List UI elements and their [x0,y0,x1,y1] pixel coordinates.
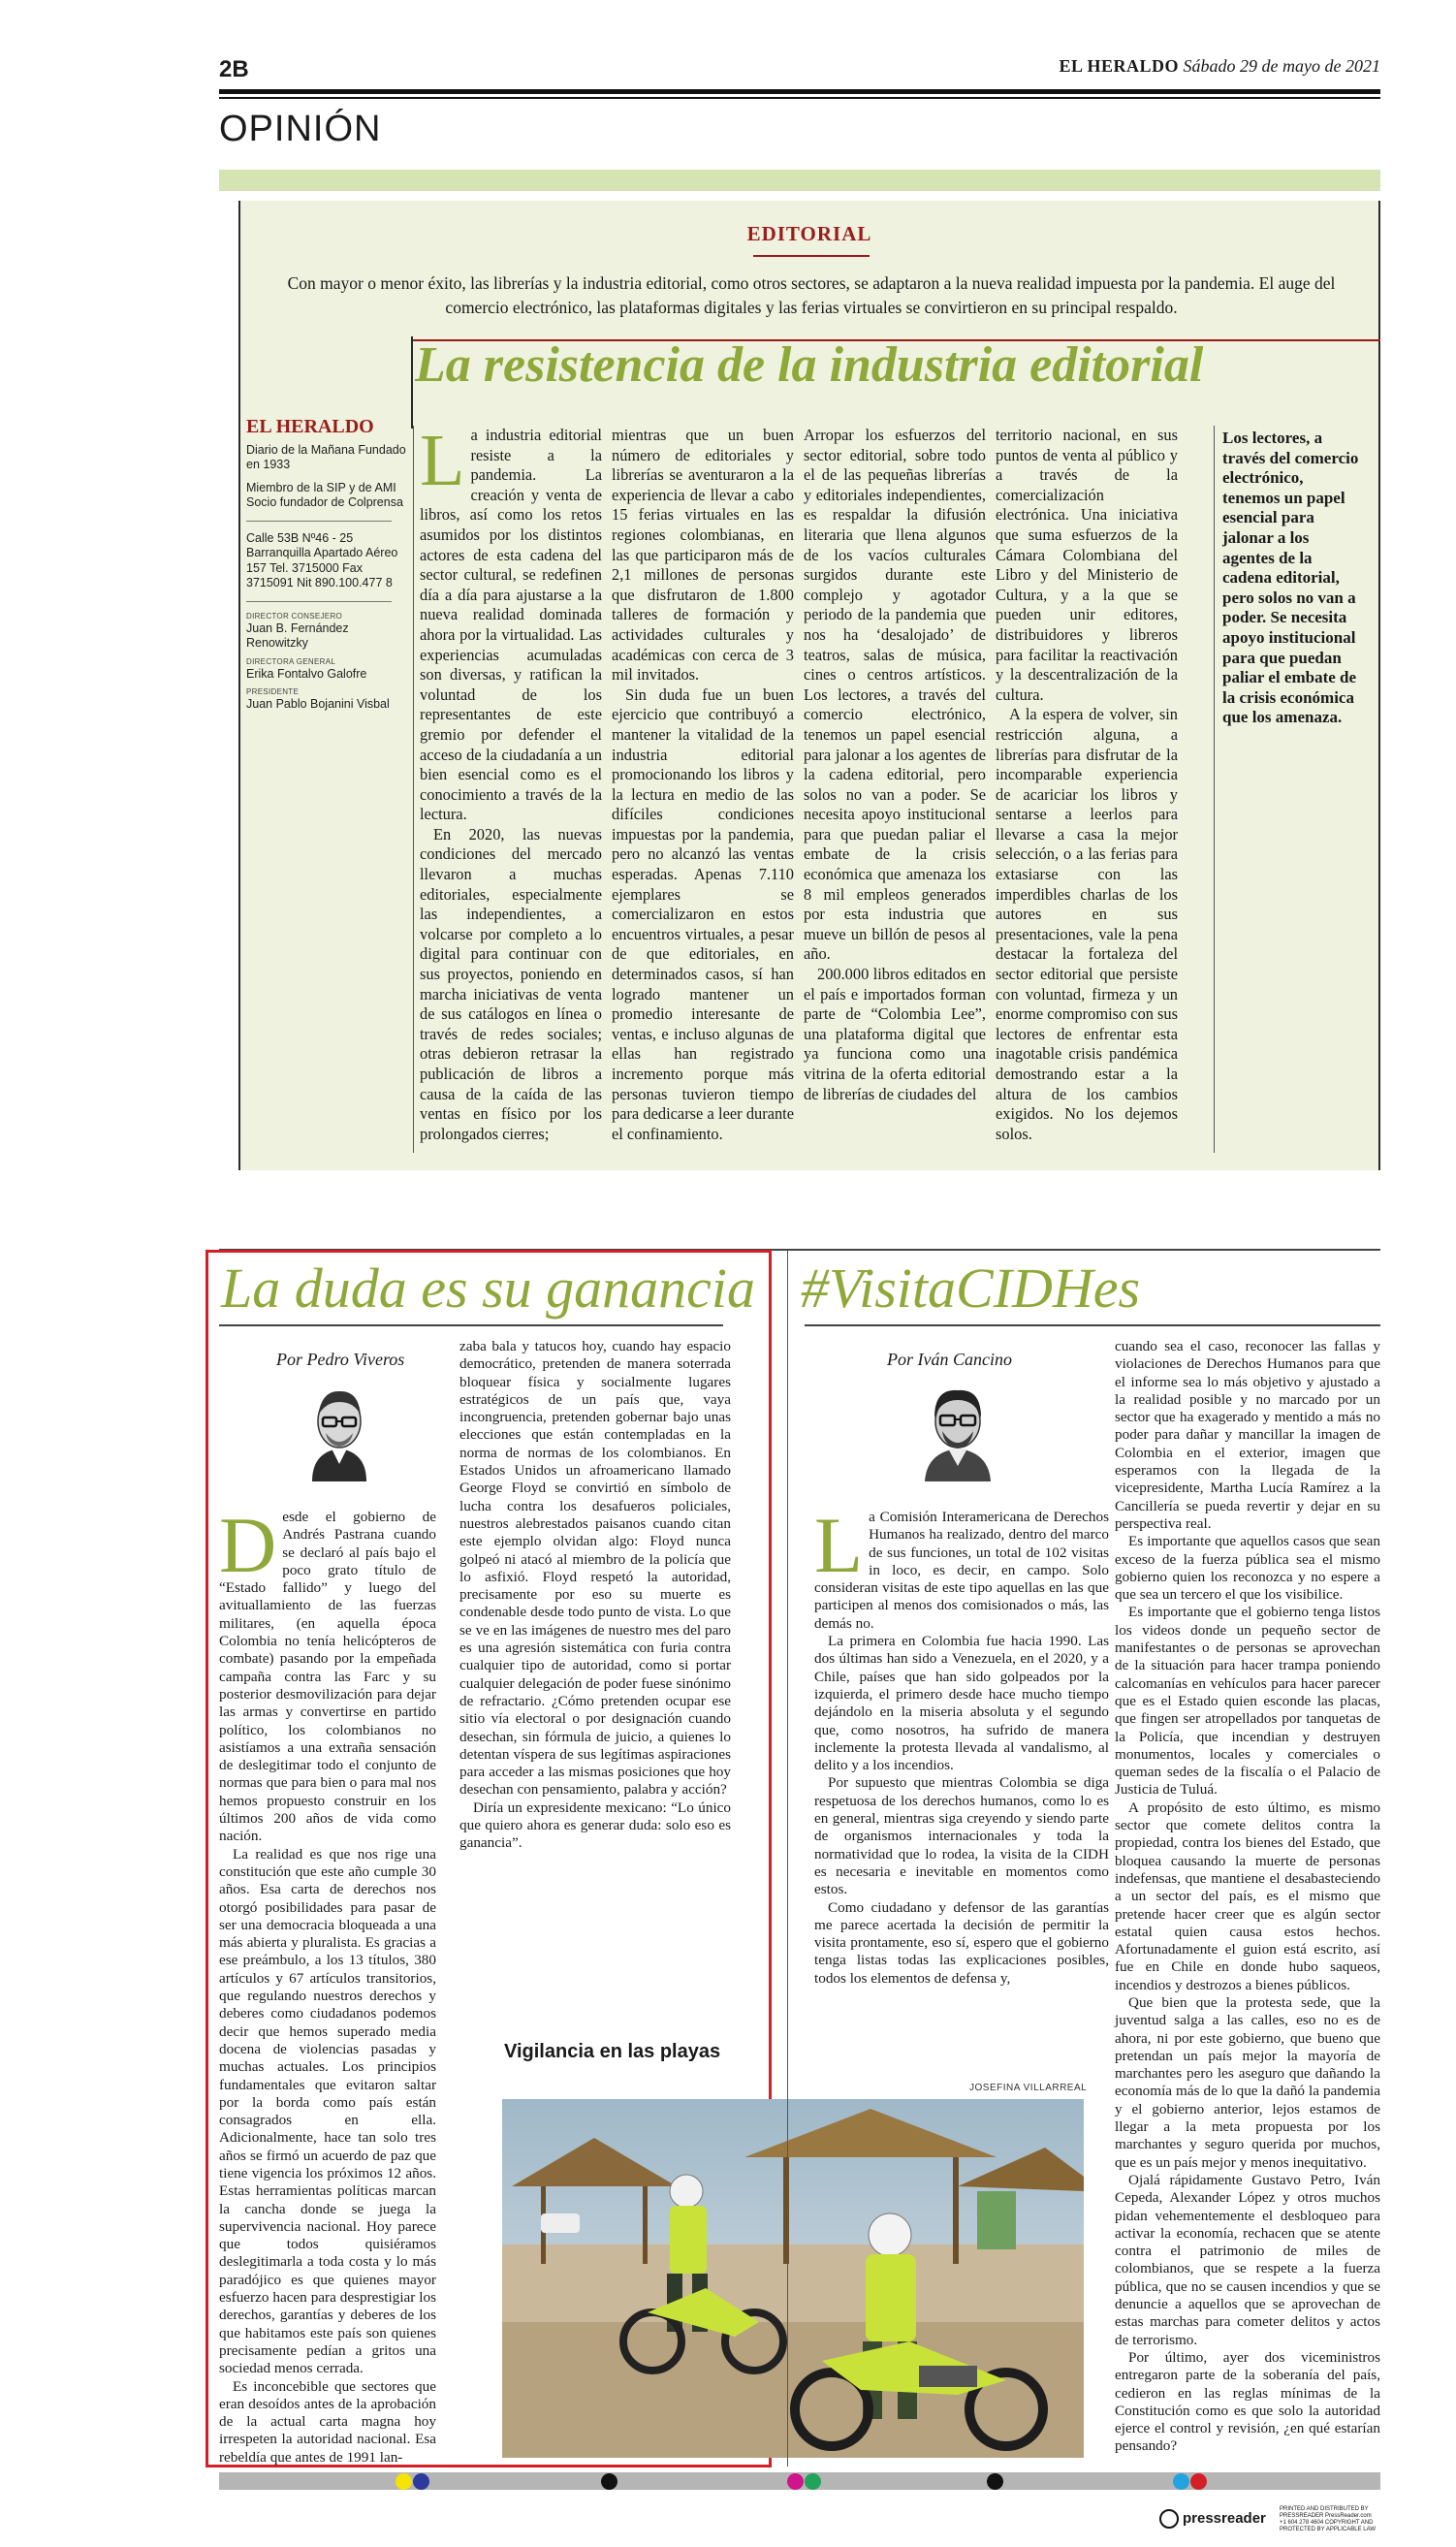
opinion-2-column-2 [1115,1338,1380,2456]
opinion-paragraph: Por supuesto que mientras Colombia se diga respetuosa de los derechos humanos, como lo es en general, mientras siga creyendo y siendo parte de organismos internacionales y toda la normatividad que lo rodea, la visita de la CIDH es necesaria e inevitable en momentos como estos. [814,1774,1109,1898]
opinion-paragraph: La Comisión Interamericana de Derechos Humanos ha realizado, dentro del marco de sus funciones, un total de 102 visitas in loco, es decir, en campo. Solo consideran visitas de este tipo aquellas en las que participen al menos dos comisionados o más, las demás no. [814,1501,1109,1632]
page-number: 2B [219,56,249,82]
opinion-paragraph: Por último, ayer dos viceministros entregaron parte de la soberanía del país, cedieron en las reglas mínimas de la Constitución como es que solo la autoridad ejerce el control y revisión, ¿en qué estarían pensando? [1115,2348,1380,2455]
opinion-paragraph: zaba bala y tatucos hoy, cuando hay espacio democrático, pretenden de manera soterrada bloquear física y socialmente lugares estratégicos de un país que, vaya incongruencia, pretenden gobernar bajo unas elecciones que están contempladas en la norma de normas de los colombianos. En Estados Unidos un afroamericano llamado George Floyd se convirtió en símbolo de lucha contra los desafueros policiales, nuestros alebrestados paisanos cuando citan este ejemplo olvidan algo: Floyd nunca golpeó ni atacó al miembro de la policía que lo asfixió. Floyd respetó la autoridad, precisamente por eso su muerte es condenable desde todo punto de vista. Lo que se ve en las imágenes de nuestro mes del paro es una agresión sistemática con furia contra cualquier tipo de autoridad, como si portar cualquier delegación de poder fuese sinónimo de refractario. ¿Cómo pretenden ocupar ese sitio vía electoral o por designación cuando desechan, sin fórmula de juicio, a quienes lo detentan víspera de sus legítimas aspiraciones para acceder a las mismas posiciones que hoy desechan con pensamiento, palabra y acción? [459,1338,731,1799]
opinion-paragraph: La realidad es que nos rige una constitución que este año cumple 30 años. Esa carta de derechos nos otorgó posibilidades para pasar de ser una democracia bloqueada a una más abierta y pluralista. Es gracias a ese preámbulo, a los 13 títulos, 380 artículos y 67 artículos transitorios, que regulando nuestros derechos y deberes como ciudadanos podemos decir que hemos superado media docena de violencias pasadas y muchas actuales. Los principios fundamentales que evitaron saltar por la borda como país están consagrados en ella. Adicionalmente, hace tan solo tres años se firmó un acuerdo de paz que tiene vigencia los próximos 12 años. Estas herramientas políticas marcan la cancha donde se juega la supervivencia nacional. Hoy parece que todos quisiéramos deslegitimarla a toda costa y lo más paradójico es que quienes mayor esfuerzo hacen para desprestigiar los derechos, garantías y deberes de los que habitamos este país son quienes precisamente pedían a gritos una sociedad menos cerrada. [219,1845,436,2377]
opinion-paragraph: Es inconcebible que sectores que eran desoídos antes de la aprobación de la actual carta magna hoy irrespeten la autoridad nacional. Esa rebeldía que antes de 1991 lan- [219,2377,436,2466]
column-rule [1214,426,1215,1153]
opinion-paragraph: Ojalá rápidamente Gustavo Petro, Iván Cepeda, Alexander López y otros muchos pidan vehementemente el desbloqueo para activar la economía, rechacen que se atente contra el patrimonio de miles de colombianos, que se respete a la fuerza pública, que no se causen incendios y que se denuncie a aquellos que se aprovechan de estas marchas para cometer delitos y actos de terrorismo. [1115,2171,1380,2348]
editorial-paragraph: 200.000 libros editados en el país e importados forman parte de “Colombia Lee”, una plataforma digital que ya funciona como una vitrina de la oferta editorial de librerías de ciudades del [804,965,986,1103]
editorial-paragraph: Sin duda fue un buen ejercicio que contribuyó a mantener la vitalidad de la industria editorial promocionando los libros y la lectura en medio de las difíciles condiciones impuestas por la pandemia, pero no alcanzó las ventas esperadas. Apenas 7.110 ejemplares se comercializaron en estos encuentros virtuales, a pesar de que editoriales, en determinados casos, sí han logrado mantener un promedio interesante de ventas, e incluso algunas de ellas han registrado incremento porque más personas tuvieron tiempo para dedicarse a leer durante el confinamiento. [612,685,794,1143]
opinion-1-byline: Por Pedro Viveros [276,1350,405,1369]
sidebar-brand: EL HERALDO [246,416,374,437]
editorial-column-3 [804,426,986,1104]
sidebar-founded: Diario de la Mañana Fundado en 1933 [246,442,406,471]
registration-dot-cyan [1173,2473,1189,2490]
sidebar-president-name: Juan Pablo Bojanini Visbal [246,697,390,711]
editorial-headline-vrule [411,336,413,429]
editorial-paragraph: mientras que un buen número de editoriales y librerías se aventuraron a la experiencia de llevar a cabo 15 ferias virtuales en las regiones colombianas, en las que participaron más de 2,1 millones de personas que disfrutaron de 1.800 talleres de formación y actividades culturales y académicas con cerca de 3 mil invitados. [612,426,794,685]
photo-credit: JOSEFINA VILLARREAL [969,2083,1088,2093]
sidebar-divider [246,601,392,602]
editorial-label-rule [753,255,870,257]
editorial-paragraph: Arropar los esfuerzos del sector editorial, sobre todo el de las pequeñas librerías y editoriales independientes, es respaldar la difusión literaria que llena algunos de los vacíos culturales surgidos durante este complejo y agotador periodo de la pandemia que nos ha ‘desalojado’ de teatros, salas de música, cines o centros artísticos. Los lectores, a través del comercio electrónico, tenemos un papel esencial para jalonar a los agentes de la cadena editorial, pero solos no van a poder. Se necesita apoyo institucional para que puedan paliar el embate de la crisis económica que amenaza los 8 mil empleos generados por esta industria que mueve un billón de pesos al año. [804,426,986,964]
dropcap: D [219,1501,277,1589]
opinion-1-headline: La duda es su ganancia [221,1257,755,1320]
editorial-paragraph: A la espera de volver, sin restricción alguna, a librerías para disfrutar de la incomparable experiencia de acariciar los libros y sentarse a leerlos para llevarse a casa la mejor selección, o a las ferias para extasiarse con las imperdibles charlas de los autores en sus presentaciones, vale la pena destacar la fortaleza del sector editorial que persiste con voluntad, firmeza y un enorme compromiso con sus lectores de enfrentar esta inagotable crisis pandémica demostrando estar a la altura de los cambios exigidos. No los dejemos solos. [996,705,1179,1143]
sidebar-director-name: Juan B. Fernández Renowitzky [246,621,349,650]
pressreader-fine-print: PRINTED AND DISTRIBUTED BY PRESSREADER PressReader.com +1 604 278 4604 COPYRIGHT AND PROTECTED BY APPLICABLE LAW [1280,2506,1377,2532]
opinion-2-byline: Por Iván Cancino [887,1350,1012,1369]
editorial-masthead-sidebar [246,416,411,713]
pressreader-icon [1159,2509,1179,2529]
sidebar-divider [246,521,392,522]
editorial-column-2 [612,426,794,1144]
opinion-paragraph: Es importante que el gobierno tenga listos los videos donde un pequeño sector de manifestantes o de personas se aprovechan de la situación para hacer trampa poniendo calcomanías en vehículos para hacer parecer que es el Estado quien esconde las placas, que fingen ser atropellados por tanquetas de la Policía, que incendian y destruyen monumentos, locales y comerciales o queman sedes de la fiscalía o el Palacio de Justicia de Tuluá. [1115,1604,1380,1799]
registration-dot-blue [413,2473,429,2490]
registration-dot-black [987,2473,1003,2490]
editorial-paragraph: La industria editorial resiste a la pandemia. La creación y venta de libros, así como los retos asumidos por los distintos actores de esta cadena del sector cultural, se redefinen día a día para ajustarse a la nueva realidad dominada ahora por la virtualidad. Las experiencias acumuladas son diversas, y ratifican la voluntad de los representantes de este gremio por defender el acceso de la ciudadanía a un bien esencial como es el conocimiento a través de la lectura. [420,420,602,824]
sidebar-member: Miembro de la SIP y de AMI Socio fundador de Colprensa [246,480,403,509]
editorial-summary: Con mayor o menor éxito, las librerías y la industria editorial, como otros sectores, se adaptaron a la nueva realidad impuesta por la pandemia. El auge del comercio electrónico, las plataformas digitales y las ferias virtuales se convirtieron en su principal respaldo. [287,273,1336,317]
header-rule [219,89,1380,94]
sidebar-general-name: Erika Fontalvo Galofre [246,666,367,681]
sidebar-address: Calle 53B Nº46 - 25 Barranquilla Apartado Aéreo 157 Tel. 3715000 Fax 3715091 Nit 890.100.477 8 [246,530,398,589]
pressreader-logo: pressreader [1159,2509,1266,2529]
dropcap: L [814,1501,864,1589]
masthead-brand: EL HERALDO [1059,56,1180,76]
opinion-paragraph: Es importante que aquellos casos que sean exceso de la fuerza pública sea el mismo gobierno quien los reconozca y no espere a que sea un tercero el que los visibilice. [1115,1533,1380,1604]
opinion-paragraph: Como ciudadano y defensor de las garantías me parece acertada la decisión de permitir la visita prontamente, eso sí, espero que el gobierno tenga listas todas las explicaciones posibles, todos los elementos de defensa y, [814,1898,1109,1987]
editorial-pullquote: Los lectores, a través del comercio electrónico, tenemos un papel esencial para jalonar a los agentes de la cadena editorial, pero solos no van a poder. Se necesita apoyo institucional para que puedan paliar el embate de la crisis económica que los amenaza. [1222,429,1359,727]
editorial-paragraph: territorio nacional, en sus puntos de venta al público y a través de la comercialización electrónica. Una iniciativa que suma esfuerzos de la Cámara Colombiana del Libro y del Ministerio de Cultura, y a la que se pueden unir editores, distribuidores y libreros para facilitar la reactivación y la descentralización de la cultura. [996,426,1178,704]
opinion-paragraph: Diría un expresidente mexicano: “Lo único que quiero ahora es generar duda: solo eso es ganancia”. [459,1799,731,1852]
editorial-box [238,201,1380,1170]
opinion-paragraph: cuando sea el caso, reconocer las fallas y violaciones de Derechos Humanos para que el informe sea lo más objetivo y ajustado a la realidad posible y no marcado por un sector que ha exagerado y mentido a más no poder para dañar y mancillar la imagen de Colombia en el exterior, imagen que esperamos con la llegada de la vicepresidente, Martha Lucía Ramírez a la Cancillería se pueda revertir y dejar en su perspectiva real. [1115,1338,1380,1532]
editorial-paragraph: En 2020, las nuevas condiciones del mercado llevaron a muchas editoriales, especialmente las independientes, a volcarse por completo a lo digital para continuar con sus proyectos, poniendo en marcha iniciativas de venta de sus catálogos en línea o través de redes sociales; otras debieron retrasar la publicación de libros a causa de la caída de las ventas en físico por los prolongados cierres; [420,824,602,1143]
column-rule [787,1250,788,2467]
opinion-2-headline: #VisitaCIDHes [801,1257,1141,1320]
editorial-column-1 [420,420,602,1144]
opinion-2-column-1 [814,1501,1109,1988]
dropcap: L [420,420,465,501]
registration-dot-green [805,2473,821,2490]
sidebar-director-role: DIRECTOR CONSEJERO [246,611,343,621]
editorial-label: EDITORIAL [746,222,872,245]
column-rule [413,426,414,1153]
sidebar-president-role: PRESIDENTE [246,687,300,696]
section-accent-bar [219,170,1380,191]
beach-patrol-photo [502,2099,1084,2458]
opinion-paragraph: Desde el gobierno de Andrés Pastrana cuando se declaró al país bajo el poco grato título de “Estado fallido” y luego del avituallamiento de las fuerzas militares, (en aquella época Colombia no tenía helicópteros de combate) pasando por la empeñada campaña contra las Farc y su posterior desmovilización para dejar las armas y convertirse en partido político, los colombianos no asistíamos a una extraña sensación de deslegitimar todo el conjunto de normas que para bien o para mal nos hemos propuesto construir en los últimos 200 años de vida como nación. [219,1501,436,1845]
registration-dot-red [1190,2473,1207,2490]
header-rule-thin [219,97,1380,99]
registration-dot-yellow [396,2473,412,2490]
masthead-date: Sábado 29 de mayo de 2021 [1183,56,1380,76]
opinion-2-headline-rule [805,1324,1380,1326]
photo-title: Vigilancia en las playas [504,2041,721,2062]
author-portrait-ivan [911,1377,1004,1481]
opinion-paragraph: La primera en Colombia fue hacia 1990. Las dos últimas han sido a Venezuela, en el 2020, y a Chile, países que han sido golpeados por la izquierda, el primero desde hace mucho tiempo dejándolo en la miseria absoluta y el segundo que, como nosotros, ha sufrido de manera inclemente la protesta llevada al vandalismo, al delito y a los incendios. [814,1633,1109,1774]
section-title: OPINIÓN [219,109,382,149]
masthead [1060,56,1381,77]
registration-dot-magenta [787,2473,804,2490]
editorial-column-4 [996,426,1178,1144]
opinion-paragraph: Que bien que la protesta sede, que la juventud salga a las calles, eso no es de ahora, ni por este gobierno, que bueno que pretendan un país mejor la mayoría de marchantes pero les aseguro que dañando la economía más de lo que la dañó la pandemia y el gobierno anterior, lejos estamos de llegar a la meta propuesta por los marchantes y seguro querida por muchos, que es un país mejor y menos inequitativo. [1115,1993,1380,2171]
sidebar-general-role: DIRECTORA GENERAL [246,656,336,666]
editorial-headline: La resistencia de la industria editorial [415,337,1204,393]
opinion-paragraph: A propósito de esto último, es mismo sector que comete delitos contra la propiedad, contra los bienes del Estado, que bloquea causando la muerte de personas indefensas, que mantiene el desabasteciendo a un sector del país, es el mismo que pretende hacer creer que es algún sector estatal quien causa estos hechos. Afortunadamente el guion está escrito, así fue en Chile en donde hubo saqueos, incendios y destrozos a bienes públicos. [1115,1799,1380,1993]
registration-dot-black [601,2473,617,2490]
